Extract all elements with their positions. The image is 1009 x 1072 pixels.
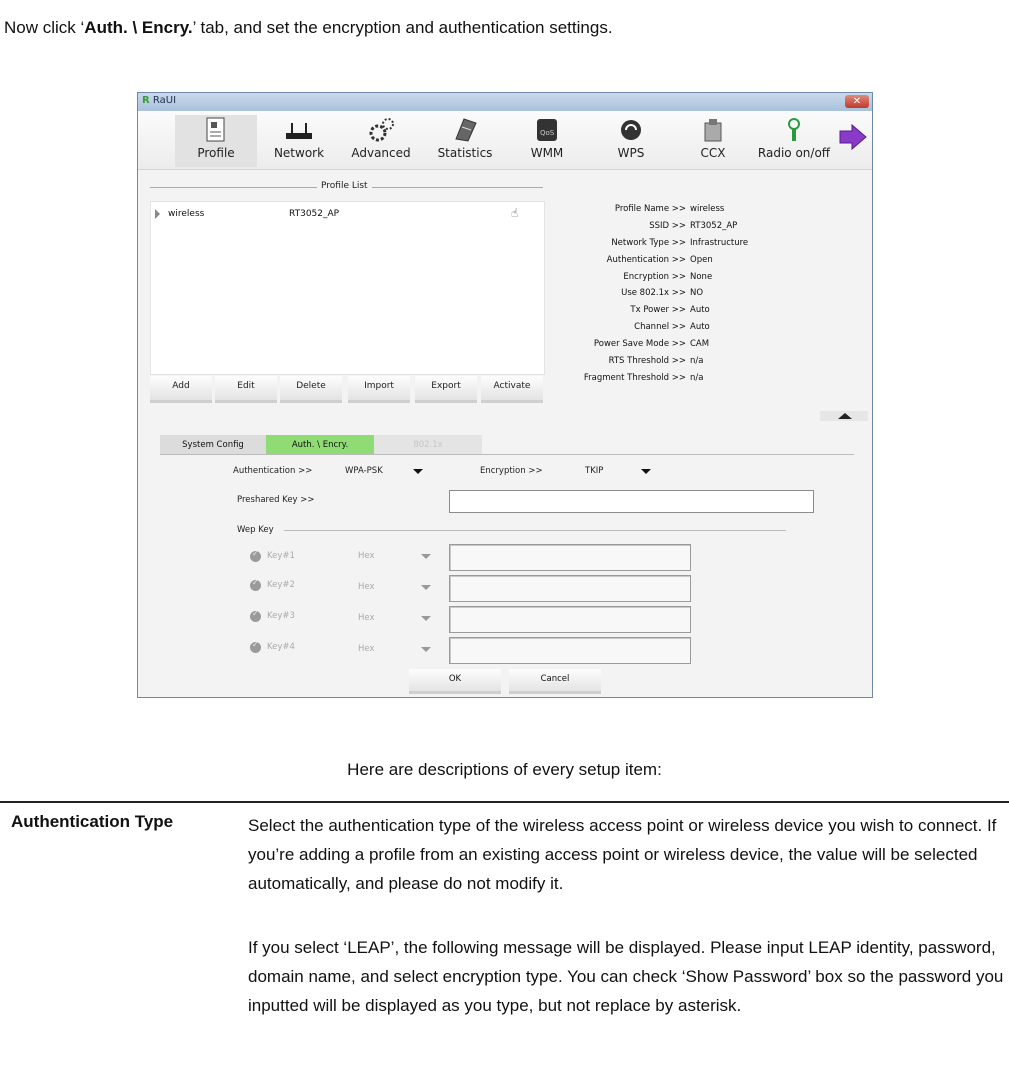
wep-key-divider xyxy=(284,530,786,531)
key2-input[interactable] xyxy=(449,575,691,602)
profile-icon xyxy=(175,115,257,143)
encryption-dropdown-icon[interactable] xyxy=(641,469,651,474)
toolbar-wmm-button[interactable]: QoS WMM xyxy=(520,115,574,167)
authentication-type-description-2: If you select ‘LEAP’, the following message will be displayed. Please input LEAP identity, password, domain name, and select encryption type. You can check ‘Show Password’ box so the password you inputted will be displayed as you type, but not replace by asterisk. xyxy=(248,938,1004,1015)
statistics-icon xyxy=(432,115,498,143)
title-bar xyxy=(138,93,872,111)
wmm-icon xyxy=(520,115,574,143)
collapse-button[interactable] xyxy=(820,411,868,421)
key1-input[interactable] xyxy=(449,544,691,571)
key4-label: Key#4 xyxy=(267,642,295,652)
import-button[interactable]: Import xyxy=(348,376,410,403)
key1-radio[interactable] xyxy=(250,551,261,562)
tab-auth-encry[interactable]: Auth. \ Encry. xyxy=(266,435,374,455)
key3-input[interactable] xyxy=(449,606,691,633)
profile-list-row[interactable]: wireless RT3052_AP ☝ xyxy=(151,207,544,221)
key4-radio[interactable] xyxy=(250,642,261,653)
authentication-type-term: Authentication Type xyxy=(11,812,174,831)
key4-format-select[interactable]: Hex xyxy=(358,644,375,654)
wep-key-title: Wep Key xyxy=(237,525,274,535)
profile-list-title: Profile List xyxy=(317,181,372,191)
settings-tabs xyxy=(138,435,872,455)
key2-format-select[interactable]: Hex xyxy=(358,582,375,592)
key3-format-select[interactable]: Hex xyxy=(358,613,375,623)
key1-dropdown-icon[interactable] xyxy=(421,554,431,559)
tab-system-config[interactable]: System Config xyxy=(160,435,266,455)
toolbar-advanced-button[interactable]: Advanced xyxy=(348,115,414,167)
window-title: RaUI xyxy=(152,95,177,106)
raui-logo-icon: R xyxy=(142,95,150,106)
delete-button[interactable]: Delete xyxy=(280,376,342,403)
descriptions-caption: Here are descriptions of every setup item: xyxy=(347,760,662,779)
edit-button[interactable]: Edit xyxy=(215,376,277,403)
authentication-type-description-1: Select the authentication type of the wireless access point or wireless device you wish to connect. If you’re adding a profile from an existing access point or wireless device, the value will be selected automatically, and please do not modify it. xyxy=(248,816,997,893)
tab-8021x[interactable]: 802.1x xyxy=(374,435,482,455)
export-button[interactable]: Export xyxy=(415,376,477,403)
connect-hand-icon: ☝ xyxy=(511,206,519,220)
toolbar-wps-button[interactable]: WPS xyxy=(604,115,658,167)
close-button[interactable]: ✕ xyxy=(845,95,869,108)
network-icon xyxy=(266,115,332,143)
encryption-label: Encryption >> xyxy=(480,466,543,476)
key4-input[interactable] xyxy=(449,637,691,664)
toolbar-ccx-button[interactable]: CCX xyxy=(688,115,738,167)
raui-window-screenshot xyxy=(137,92,873,698)
toolbar xyxy=(138,111,872,170)
advanced-icon xyxy=(348,115,414,143)
key1-label: Key#1 xyxy=(267,551,295,561)
wps-icon xyxy=(604,115,658,143)
profile-details: Profile Name >> wireless SSID >> RT3052_AP Network Type >> Infrastructure Authentication >> Open Encryption >> None Use 802.1x >> NO Tx Power >> Auto Channel >> Auto Power Save Mode >> CAM RTS Threshold >> n/a Fragment Threshold >> n/a xyxy=(583,204,749,383)
key3-dropdown-icon[interactable] xyxy=(421,616,431,621)
ccx-icon xyxy=(688,115,738,143)
toolbar-profile-button[interactable]: Profile xyxy=(175,115,257,167)
authentication-select[interactable]: WPA-PSK xyxy=(345,466,383,476)
toolbar-radio-button[interactable]: Radio on/off xyxy=(750,115,838,167)
table-top-rule xyxy=(0,801,1009,803)
key3-radio[interactable] xyxy=(250,611,261,622)
toolbar-statistics-button[interactable]: Statistics xyxy=(432,115,498,167)
svg-text:QoS: QoS xyxy=(540,129,555,137)
authentication-dropdown-icon[interactable] xyxy=(413,469,423,474)
key2-dropdown-icon[interactable] xyxy=(421,585,431,590)
toolbar-network-button[interactable]: Network xyxy=(266,115,332,167)
ok-button[interactable]: OK xyxy=(409,669,501,694)
tab-divider xyxy=(160,454,854,455)
activate-button[interactable]: Activate xyxy=(481,376,543,403)
key2-radio[interactable] xyxy=(250,580,261,591)
add-button[interactable]: Add xyxy=(150,376,212,403)
intro-tab-name: Auth. \ Encry. xyxy=(84,18,193,37)
key2-label: Key#2 xyxy=(267,580,295,590)
cancel-button[interactable]: Cancel xyxy=(509,669,601,694)
row-pointer-icon xyxy=(155,209,160,219)
key3-label: Key#3 xyxy=(267,611,295,621)
intro-text: Now click ‘Auth. \ Encry.’ tab, and set the encryption and authentication settings. xyxy=(4,18,613,37)
profile-list xyxy=(150,201,545,375)
preshared-key-label: Preshared Key >> xyxy=(237,495,315,505)
next-arrow-icon[interactable] xyxy=(838,123,868,155)
triangle-up-icon xyxy=(838,413,852,419)
key4-dropdown-icon[interactable] xyxy=(421,647,431,652)
encryption-select[interactable]: TKIP xyxy=(585,466,604,476)
key1-format-select[interactable]: Hex xyxy=(358,551,375,561)
radio-icon xyxy=(750,115,838,143)
preshared-key-input[interactable] xyxy=(449,490,814,513)
authentication-label: Authentication >> xyxy=(233,466,313,476)
